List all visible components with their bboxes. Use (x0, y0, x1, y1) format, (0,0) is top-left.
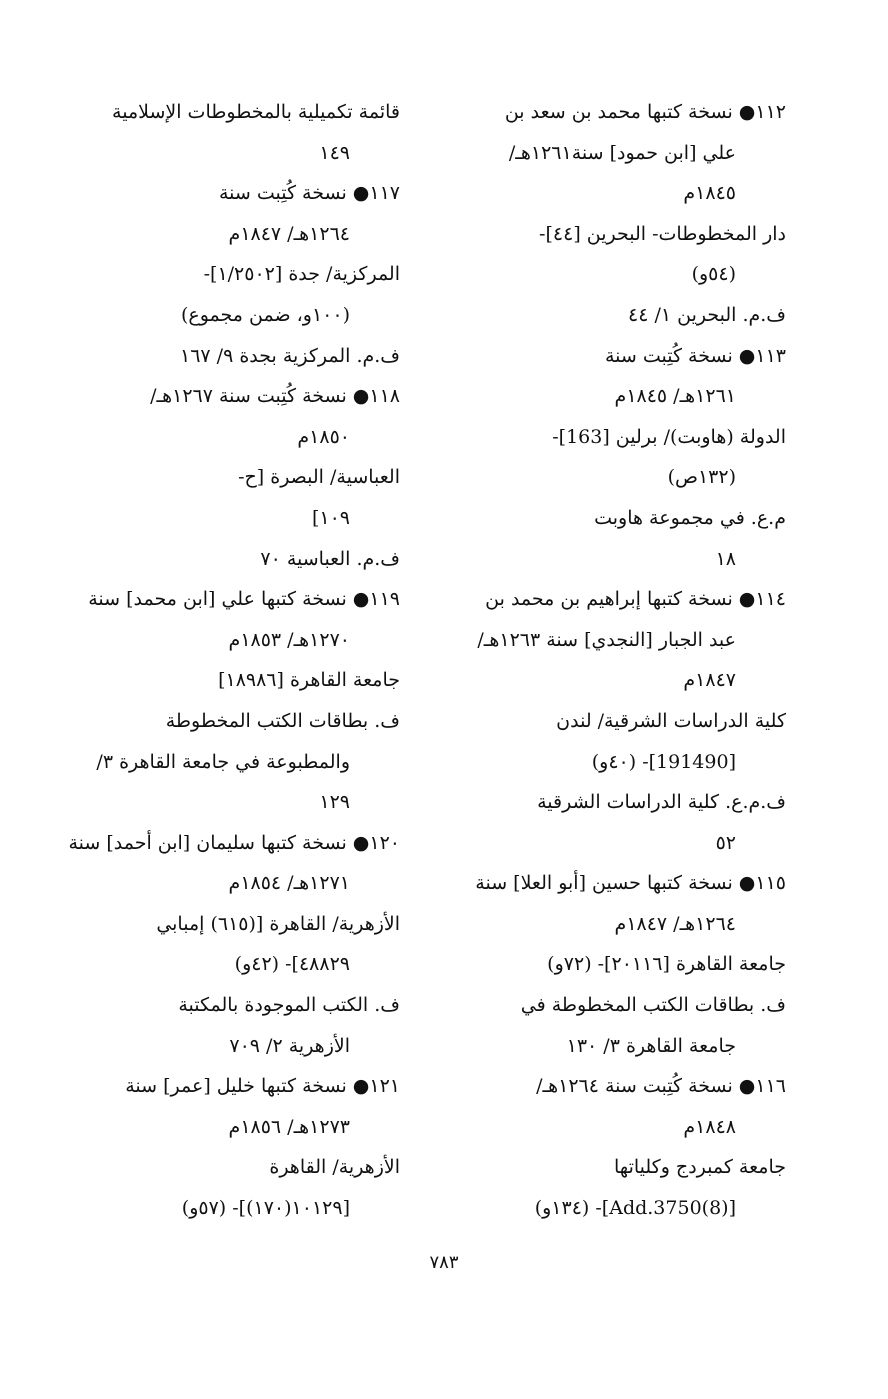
entry-line: ف. بطاقات الكتب المخطوطة في (520, 994, 786, 1017)
entry-line: ١١٦● نسخة كُتِبت سنة ١٢٦٤هـ/ (536, 1075, 786, 1098)
entry-line: ١١٢● نسخة كتبها محمد بن سعد بن (504, 101, 786, 123)
entry-line: الأزهرية ٢/ ٧٠٩ (229, 1034, 350, 1057)
entry-line: (١٣٢ص) (667, 466, 736, 489)
entry-line: ٥٢ (715, 831, 736, 854)
entry-line: ١٢٠● نسخة كتبها سليمان [ابن أحمد] سنة (68, 831, 400, 854)
entry-line: ١٢٦٤هـ/ ١٨٤٧م (228, 222, 350, 245)
entry-line: ١١٧● نسخة كُتِبت سنة (218, 182, 400, 205)
entry-line: ١٨٤٧م (683, 669, 736, 692)
entry-line: (١٠٠و، ضمن مجموع) (180, 303, 350, 326)
entry-line: علي [ابن حمود] سنة١٢٦١هـ/ (508, 141, 736, 164)
entry-line: ١٢١● نسخة كتبها خليل [عمر] سنة (125, 1075, 400, 1098)
entry-line: ف. بطاقات الكتب المخطوطة (165, 709, 400, 732)
entry-line: (٥٤و) (691, 263, 736, 286)
entry-line: ١٢٧٠هـ/ ١٨٥٣م (228, 628, 350, 651)
entry-line: ١١٥● نسخة كتبها حسين [أبو العلا] سنة (475, 872, 786, 895)
right-column (430, 92, 786, 1229)
entry-line: ١٨ (715, 547, 736, 570)
page-number: ٧٨٣ (429, 1252, 459, 1273)
entry-line: جامعة القاهرة [٢٠١١٦]- (٧٢و) (547, 953, 786, 976)
entry-line: م.ع. في مجموعة هاوبت (594, 506, 786, 529)
entry-line: ٤٨٨٢٩]- (٤٢و) (234, 953, 350, 976)
entry-line: ف. الكتب الموجودة بالمكتبة (178, 994, 400, 1017)
entry-line: المركزية/ جدة [١/٢٥٠٢]- (203, 263, 400, 286)
entry-line: ف.م. العباسية ٧٠ (260, 547, 400, 570)
entry-line: ١٢٧١هـ/ ١٨٥٤م (228, 872, 350, 895)
entry-line: ١٤٩ (319, 141, 350, 164)
entry-line: ١٨٤٨م (683, 1115, 736, 1138)
entry-line: جامعة القاهرة ٣/ ١٣٠ (566, 1034, 736, 1057)
entry-line: الدولة (هاوبت)/ برلين [163]- (552, 425, 786, 448)
entry-line: ف.م. البحرين ١/ ٤٤ (627, 303, 786, 326)
entry-line: كلية الدراسات الشرقية/ لندن (556, 709, 786, 732)
entry-line: دار المخطوطات- البحرين [٤٤]- (539, 222, 786, 245)
entry-line: العباسية/ البصرة [ح- (238, 466, 400, 489)
entry-line: والمطبوعة في جامعة القاهرة ٣/ (96, 750, 350, 773)
entry-line: [١٠١٢٩(١٧٠)]- (٥٧و) (181, 1197, 350, 1220)
entry-line: ١٨٥٠م (297, 425, 350, 448)
entry-line: ١٠٩] (311, 506, 350, 529)
entry-line: [191490]- (٤٠و) (591, 750, 736, 773)
entry-line: عبد الجبار [النجدي] سنة ١٢٦٣هـ/ (477, 628, 736, 651)
entry-line: الأزهرية/ القاهرة [(٦١٥) إمبابي (156, 912, 400, 935)
entry-line: ١١٩● نسخة كتبها علي [ابن محمد] سنة (88, 588, 400, 611)
entry-line: ١١٤● نسخة كتبها إبراهيم بن محمد بن (485, 588, 786, 611)
entry-line: ف.م. المركزية بجدة ٩/ ١٦٧ (180, 344, 400, 367)
entry-line: ١٢٦١هـ/ ١٨٤٥م (614, 385, 736, 408)
entry-line: ١٨٤٥م (683, 182, 736, 205)
entry-line: جامعة كمبردج وكلياتها (614, 1156, 786, 1179)
entry-line: ١١٨● نسخة كُتِبت سنة ١٢٦٧هـ/ (150, 385, 400, 408)
entry-line: جامعة القاهرة [١٨٩٨٦] (218, 669, 400, 692)
entry-line: الأزهرية/ القاهرة (269, 1156, 400, 1179)
entry-line: [Add.3750(8)]- (١٣٤و) (534, 1197, 736, 1220)
entry-line: ١١٣● نسخة كُتِبت سنة (604, 344, 786, 367)
running-title: قائمة تكميلية بالمخطوطات الإسلامية (112, 101, 400, 123)
entry-line: ف.م.ع. كلية الدراسات الشرقية (537, 791, 786, 814)
entry-line: ١٢٧٣هـ/ ١٨٥٦م (228, 1115, 350, 1138)
left-column (50, 92, 400, 1229)
entry-line: ١٢٩ (319, 791, 350, 814)
entry-line: ١٢٦٤هـ/ ١٨٤٧م (614, 912, 736, 935)
